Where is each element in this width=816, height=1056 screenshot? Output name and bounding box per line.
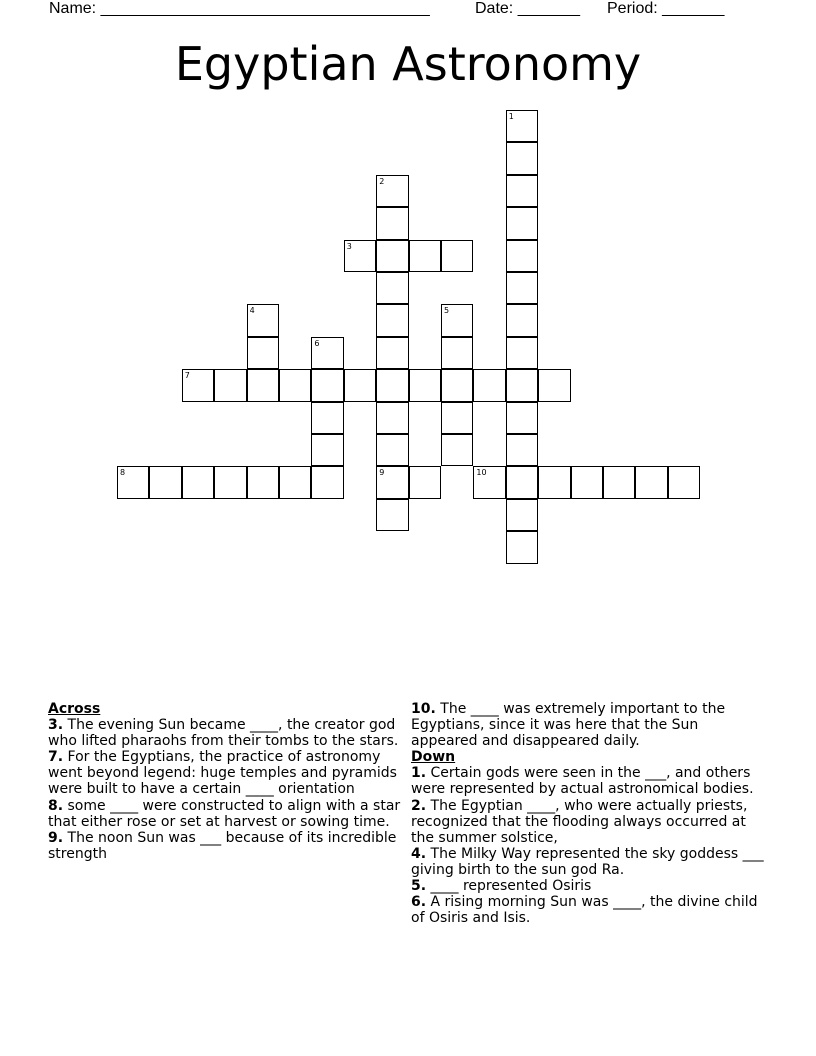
across-clue: [48, 830, 404, 862]
down-heading: Down: [411, 749, 456, 766]
crossword-cell[interactable]: [376, 304, 408, 336]
crossword-cell[interactable]: [376, 272, 408, 304]
crossword-cell[interactable]: [441, 402, 473, 434]
across-clue: [48, 717, 404, 749]
clue-text: ____ represented Osiris: [426, 878, 592, 895]
crossword-cell[interactable]: [473, 369, 505, 401]
clue-number-label: 3: [346, 241, 352, 251]
clues-left-column: [48, 701, 404, 862]
crossword-cell[interactable]: [538, 466, 570, 498]
crossword-cell[interactable]: [441, 304, 473, 336]
crossword-cell[interactable]: [247, 369, 279, 401]
down-clue: [411, 894, 767, 926]
clue-number: 7.: [48, 749, 64, 766]
crossword-cell[interactable]: [214, 369, 246, 401]
crossword-cell[interactable]: [506, 175, 538, 207]
name-label: Name:: [49, 0, 97, 17]
clue-text: The Milky Way represented the sky goddess ___ giving birth to the sun god Ra.: [411, 845, 764, 878]
crossword-cell[interactable]: [214, 466, 246, 498]
clue-number: 9.: [48, 829, 64, 846]
crossword-cell[interactable]: [441, 240, 473, 272]
crossword-cell[interactable]: [376, 207, 408, 239]
clue-number: 5.: [411, 878, 427, 895]
crossword-cell[interactable]: [279, 369, 311, 401]
clue-number: 1.: [411, 765, 427, 782]
crossword-cell[interactable]: [376, 402, 408, 434]
clue-text: some ____ were constructed to align with a star that either rose or set at harvest or sowing time.: [48, 797, 401, 830]
crossword-cell[interactable]: [506, 110, 538, 142]
crossword-cell[interactable]: [247, 337, 279, 369]
across-clue: [411, 701, 767, 749]
clue-number: 6.: [411, 894, 427, 911]
crossword-cell[interactable]: [409, 466, 441, 498]
crossword-cell[interactable]: [182, 466, 214, 498]
crossword-cell[interactable]: [344, 240, 376, 272]
clue-number: 8.: [48, 797, 64, 814]
clue-number-label: 4: [249, 306, 255, 316]
crossword-cell[interactable]: [441, 369, 473, 401]
crossword-cell[interactable]: [117, 466, 149, 498]
crossword-cell[interactable]: [247, 466, 279, 498]
crossword-cell[interactable]: [182, 369, 214, 401]
clue-number-label: 6: [314, 338, 320, 348]
crossword-cell[interactable]: [506, 142, 538, 174]
down-clue: [411, 878, 767, 894]
crossword-cell[interactable]: [376, 499, 408, 531]
crossword-cell[interactable]: [279, 466, 311, 498]
down-clue: [411, 846, 767, 878]
crossword-cell[interactable]: [441, 337, 473, 369]
crossword-cell[interactable]: [506, 499, 538, 531]
crossword-cell[interactable]: [344, 369, 376, 401]
crossword-cell[interactable]: [376, 175, 408, 207]
date-label: Date:: [475, 0, 514, 17]
crossword-cell[interactable]: [311, 369, 343, 401]
crossword-cell[interactable]: [603, 466, 635, 498]
clue-text: The ____ was extremely important to the Egyptians, since it was here that the Sun appeared and disappeared daily.: [411, 701, 726, 750]
crossword-cell[interactable]: [376, 466, 408, 498]
crossword-cell[interactable]: [376, 369, 408, 401]
crossword-cell[interactable]: [376, 240, 408, 272]
crossword-cell[interactable]: [506, 272, 538, 304]
page-title: Egyptian Astronomy: [174, 37, 642, 91]
crossword-cell[interactable]: [506, 466, 538, 498]
crossword-cell[interactable]: [506, 531, 538, 563]
clue-number: 4.: [411, 845, 427, 862]
crossword-cell[interactable]: [538, 369, 570, 401]
crossword-cell[interactable]: [376, 337, 408, 369]
crossword-cell[interactable]: [311, 337, 343, 369]
clue-text: Certain gods were seen in the ___, and others were represented by actual astronomical bodies.: [411, 765, 754, 798]
clue-number-label: 1: [508, 112, 514, 121]
clue-text: The Egyptian ____, who were actually priests, recognized that the flooding always occurred at the summer solstice,: [411, 797, 748, 846]
clue-text: For the Egyptians, the practice of astronomy went beyond legend: huge temples and pyramids were built to have a certain ____ orientation: [48, 749, 397, 798]
across-clue: [48, 749, 404, 797]
clue-number-label: 7: [184, 371, 190, 381]
crossword-cell[interactable]: [506, 304, 538, 336]
across-clue: [48, 798, 404, 830]
crossword-cell[interactable]: [441, 434, 473, 466]
crossword-cell[interactable]: [409, 369, 441, 401]
period-label: Period:: [607, 0, 658, 17]
crossword-cell[interactable]: [311, 402, 343, 434]
crossword-cell[interactable]: [473, 466, 505, 498]
crossword-cell[interactable]: [311, 466, 343, 498]
across-heading: Across: [48, 701, 101, 717]
clue-number: 10.: [411, 701, 436, 717]
crossword-cell[interactable]: [506, 337, 538, 369]
name-line: _____________________________________: [100, 0, 430, 17]
clue-number: 3.: [48, 717, 64, 734]
crossword-cell[interactable]: [311, 434, 343, 466]
crossword-cell[interactable]: [409, 240, 441, 272]
date-line: _______: [517, 0, 580, 17]
clue-text: A rising morning Sun was ____, the divine child of Osiris and Isis.: [411, 894, 758, 927]
crossword-cell[interactable]: [506, 434, 538, 466]
crossword-cell[interactable]: [376, 434, 408, 466]
crossword-cell[interactable]: [668, 466, 700, 498]
down-clue: [411, 798, 767, 846]
crossword-cell[interactable]: [149, 466, 181, 498]
clue-number-label: 2: [379, 176, 385, 186]
clue-number-label: 9: [379, 468, 385, 478]
crossword-cell[interactable]: [506, 240, 538, 272]
period-line: _______: [662, 0, 725, 17]
crossword-cell[interactable]: [247, 304, 279, 336]
crossword-cell[interactable]: [506, 402, 538, 434]
crossword-cell[interactable]: [506, 369, 538, 401]
down-clue: [411, 765, 767, 797]
crossword-cell[interactable]: [635, 466, 667, 498]
clue-text: The noon Sun was ___ because of its incredible strength: [48, 829, 397, 862]
clue-number-label: 5: [444, 306, 450, 316]
clue-text: The evening Sun became ____, the creator god who lifted pharaohs from their tombs to the stars.: [48, 717, 399, 750]
crossword-cell[interactable]: [506, 207, 538, 239]
crossword-cell[interactable]: [571, 466, 603, 498]
clues-right-column: [411, 701, 767, 926]
clue-number-label: 10: [476, 468, 487, 478]
clue-number-label: 8: [120, 468, 126, 478]
clue-number: 2.: [411, 797, 427, 814]
